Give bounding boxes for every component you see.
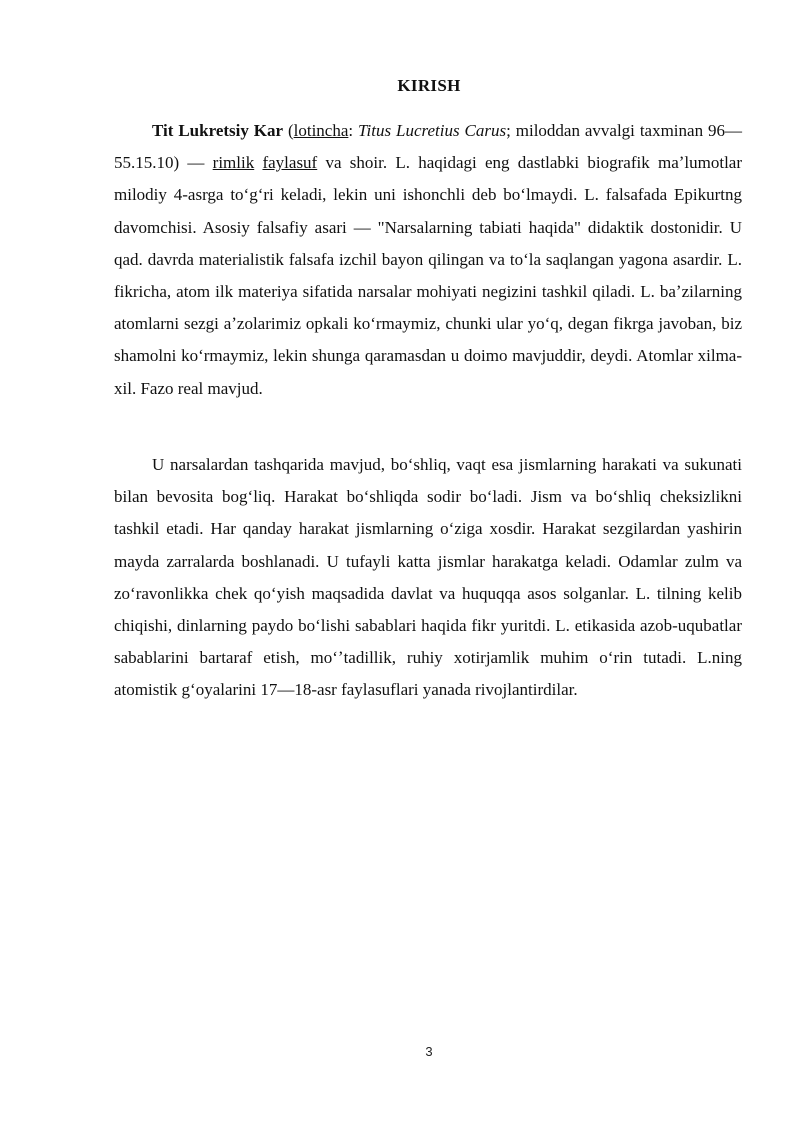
paragraph-intro-body: va shoir. L. haqidagi eng dastlabki biografik maʼlumotlar milodiy 4-asrga toʻgʻri keladi, lekin uni ishonchli deb boʻlmaydi. L. falsafada Epikurtng davomchisi. Asosiy falsafiy asari — "Narsalarning tabiati haqida" didaktik dostonidir. U qad. davrda materialistik falsafa izchil bayon qilingan va toʻla saqlangan yagona asardir. L. fikricha, atom ilk materiya sifatida narsalar mohiyati negizini tashkil qiladi. L. baʼzilarning atomlarni sezgi aʼzolarimiz opkali koʻrmaymiz, chunki ular yoʻq, degan fikrga javoban, biz shamolni koʻrmaymiz, lekin shunga qaramasdan u doimo mavjuddir, deydi. Atomlar xilma-xil. Fazo real mavjud. xyxy=(114,153,742,398)
page-number: 3 xyxy=(425,1044,433,1059)
dates-text: ; miloddan avvalgi taxminan 96— 55.15.10) — xyxy=(114,121,742,173)
paragraph-second: U narsalardan tashqarida mavjud, boʻshliq, vaqt esa jismlarning harakati va sukunati bilan bevosita bogʻliq. Harakat boʻshliqda sodir boʻladi. Jism va boʻshliq cheksizlikni tashkil etadi. Har qanday harakat jismlarning oʻziga xosdir. Harakat sezgilardan yashirin mayda zarralarda boshlanadi. U tufayli katta jismlar harakatga keladi. Odamlar zulm va zoʻravonlikka chek qoʻyish maqsadida davlat va huquqqa asos solganlar. L. tilning kelib chiqishi, dinlarning paydo boʻlishi sabablari haqida fikr yuritdi. L. etikasida azob-uqubatlar sabablarini bartaraf etish, moʻʼtadillik, ruhiy xotirjamlik muhim oʻrin tutadi. L.ning atomistik gʻoyalarini 17—18-asr faylasuflari yanada rivojlantirdilar. xyxy=(114,455,742,700)
latin-name: Titus Lucretius Carus xyxy=(358,121,507,140)
paren-open: ( xyxy=(283,121,294,140)
subject-name: Tit Lukretsiy Kar xyxy=(152,121,284,140)
colon-text: : xyxy=(348,121,359,140)
page-title: KIRISH xyxy=(397,76,461,95)
paragraph-intro xyxy=(114,115,742,405)
link-lotincha[interactable]: lotincha xyxy=(293,121,349,140)
link-rimlik[interactable]: rimlik xyxy=(212,153,255,173)
link-faylasuf[interactable]: faylasuf xyxy=(262,153,318,173)
